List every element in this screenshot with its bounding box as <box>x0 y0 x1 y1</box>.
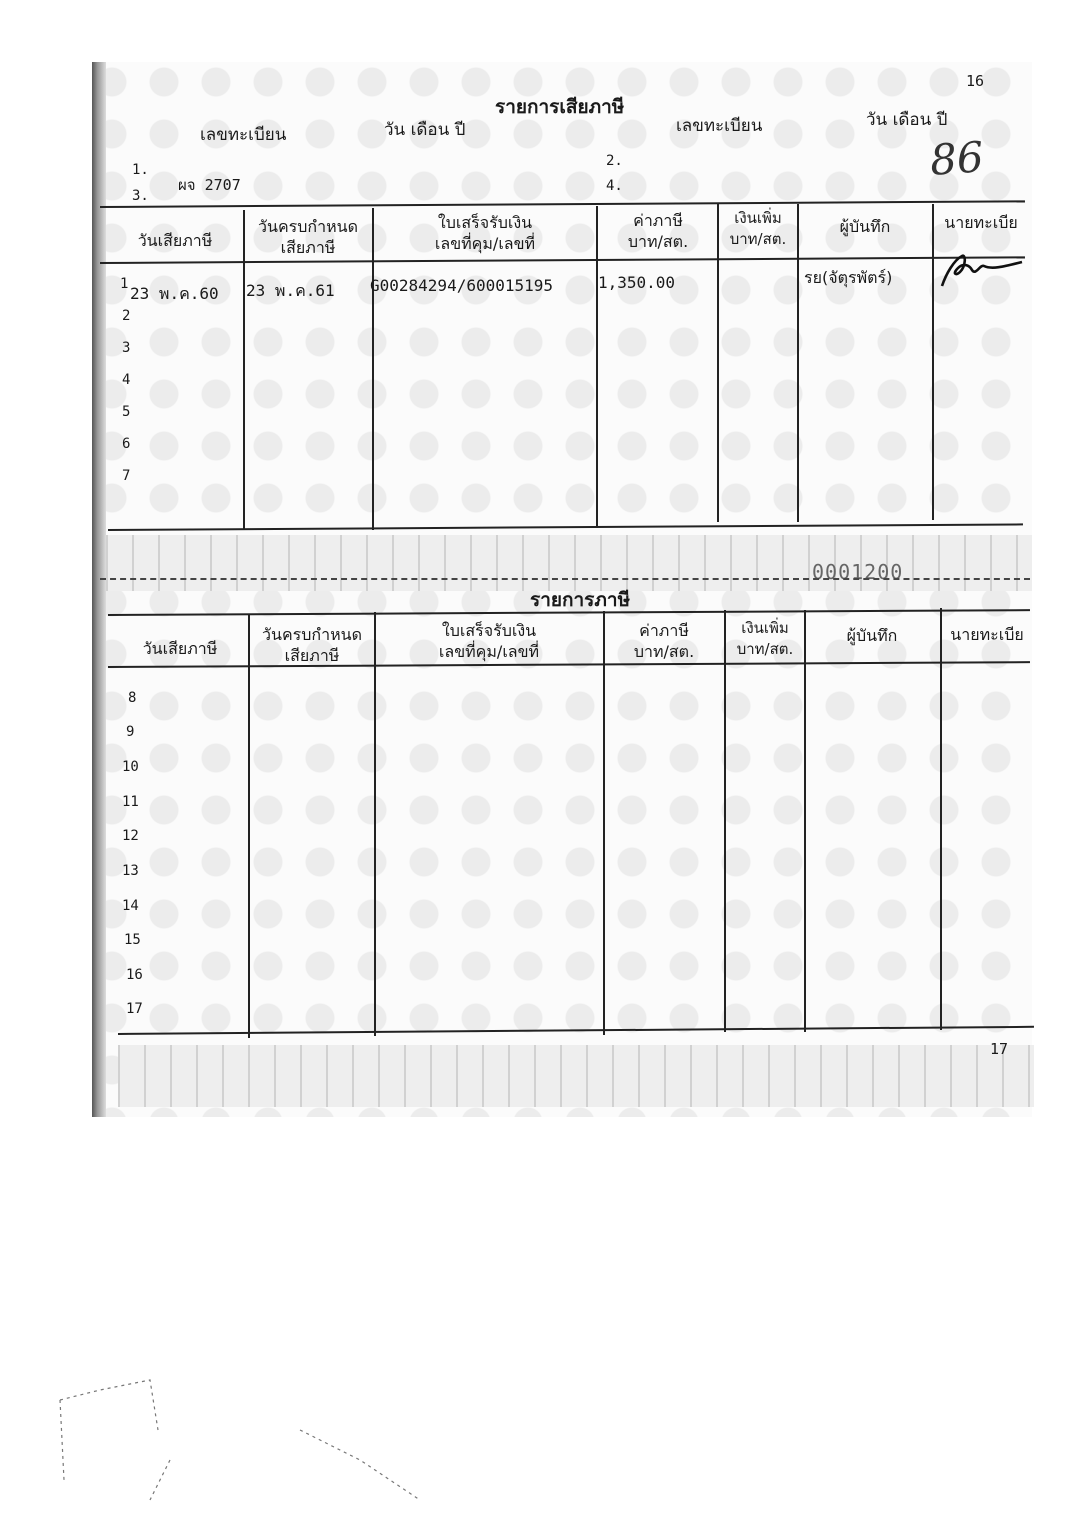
plate-item-num-2: 2. <box>606 153 623 169</box>
table2-col-divider <box>940 608 942 1030</box>
row-number: 1 <box>120 276 129 292</box>
section2-title: รายการภาษี <box>530 589 631 611</box>
row-number: 13 <box>122 863 139 879</box>
plate-item-num-3: 3. <box>132 188 149 204</box>
t2-col-header: วันเสียภาษี <box>142 639 218 658</box>
cell-receipt-no: G00284294/600015195 <box>370 276 554 295</box>
row-number: 15 <box>124 932 141 948</box>
plate-item-value-1: ผจ 2707 <box>178 176 241 194</box>
table1-col-divider <box>797 204 799 522</box>
t1-col-header: วันเสียภาษี <box>137 231 213 250</box>
row-number: 17 <box>126 1001 143 1017</box>
cell-recorder: รย(จัตุรพัตร์) <box>804 268 893 287</box>
row-number: 9 <box>126 724 135 740</box>
date-label-left: วัน เดือน ปี <box>384 120 466 140</box>
plate-item-num-1: 1. <box>132 162 149 178</box>
t1-col-header: ใบเสร็จรับเงิน เลขที่คุม/เลขที่ <box>434 213 536 253</box>
t1-col-header: ผู้บันทึก <box>839 217 891 236</box>
row-number: 6 <box>122 436 131 452</box>
row-number: 3 <box>122 340 131 356</box>
reg-label-left: เลขทะเบียน <box>200 125 287 145</box>
row-number: 10 <box>122 759 139 775</box>
table2-col-divider <box>724 610 726 1032</box>
t1-col-header: นายทะเบีย <box>944 213 1018 232</box>
row-number: 2 <box>122 308 131 324</box>
t2-col-header: ค่าภาษี บาท/สต. <box>633 621 695 661</box>
table1-col-divider <box>932 204 934 520</box>
plate-item-num-4: 4. <box>606 178 623 194</box>
table2-col-divider <box>603 611 605 1035</box>
binding-edge <box>92 62 106 1117</box>
row-number: 11 <box>122 794 139 810</box>
table2-col-divider <box>804 610 806 1032</box>
cell-due-date: 23 พ.ค.61 <box>246 281 335 300</box>
table1-col-divider <box>372 208 374 530</box>
row-number: 7 <box>122 468 131 484</box>
t1-col-header: เงินเพิ่ม บาท/สต. <box>729 209 787 248</box>
cell-payment-date: 23 พ.ค.60 <box>130 284 219 303</box>
table1-col-divider <box>243 210 245 530</box>
t2-col-header: วันครบกำหนด เสียภาษี <box>262 625 362 665</box>
row-number: 8 <box>128 690 137 706</box>
t2-col-header: ผู้บันทึก <box>846 626 898 645</box>
row-number: 5 <box>122 404 131 420</box>
scan-artifacts <box>40 1360 440 1510</box>
table2-col-divider <box>248 614 250 1038</box>
stamp-band-text: 0001200 <box>812 560 904 584</box>
date-label-right: วัน เดือน ปี <box>866 110 948 130</box>
table2-col-divider <box>374 612 376 1036</box>
t2-col-header: เงินเพิ่ม บาท/สต. <box>736 619 794 658</box>
row-number: 14 <box>122 898 139 914</box>
t1-col-header: วันครบกำหนด เสียภาษี <box>258 217 358 257</box>
table1-col-divider <box>596 206 598 528</box>
table1-col-divider <box>717 204 719 522</box>
stamp-band-bottom <box>118 1045 1034 1107</box>
reg-label-right: เลขทะเบียน <box>676 116 763 136</box>
row-number: 4 <box>122 372 131 388</box>
page-number-top: 16 <box>966 72 985 90</box>
cell-tax-amount: 1,350.00 <box>598 273 676 292</box>
row-number: 12 <box>122 828 139 844</box>
cut-line <box>100 578 1030 580</box>
section1-title: รายการเสียภาษี <box>495 96 625 118</box>
t1-col-header: ค่าภาษี บาท/สต. <box>627 211 689 251</box>
registrar-signature <box>936 246 1026 292</box>
handwritten-number: 86 <box>928 132 986 185</box>
row-number: 16 <box>126 967 143 983</box>
t2-col-header: ใบเสร็จรับเงิน เลขที่คุม/เลขที่ <box>438 621 540 661</box>
t2-col-header: นายทะเบีย <box>950 625 1024 644</box>
page-number-bottom: 17 <box>990 1040 1009 1058</box>
